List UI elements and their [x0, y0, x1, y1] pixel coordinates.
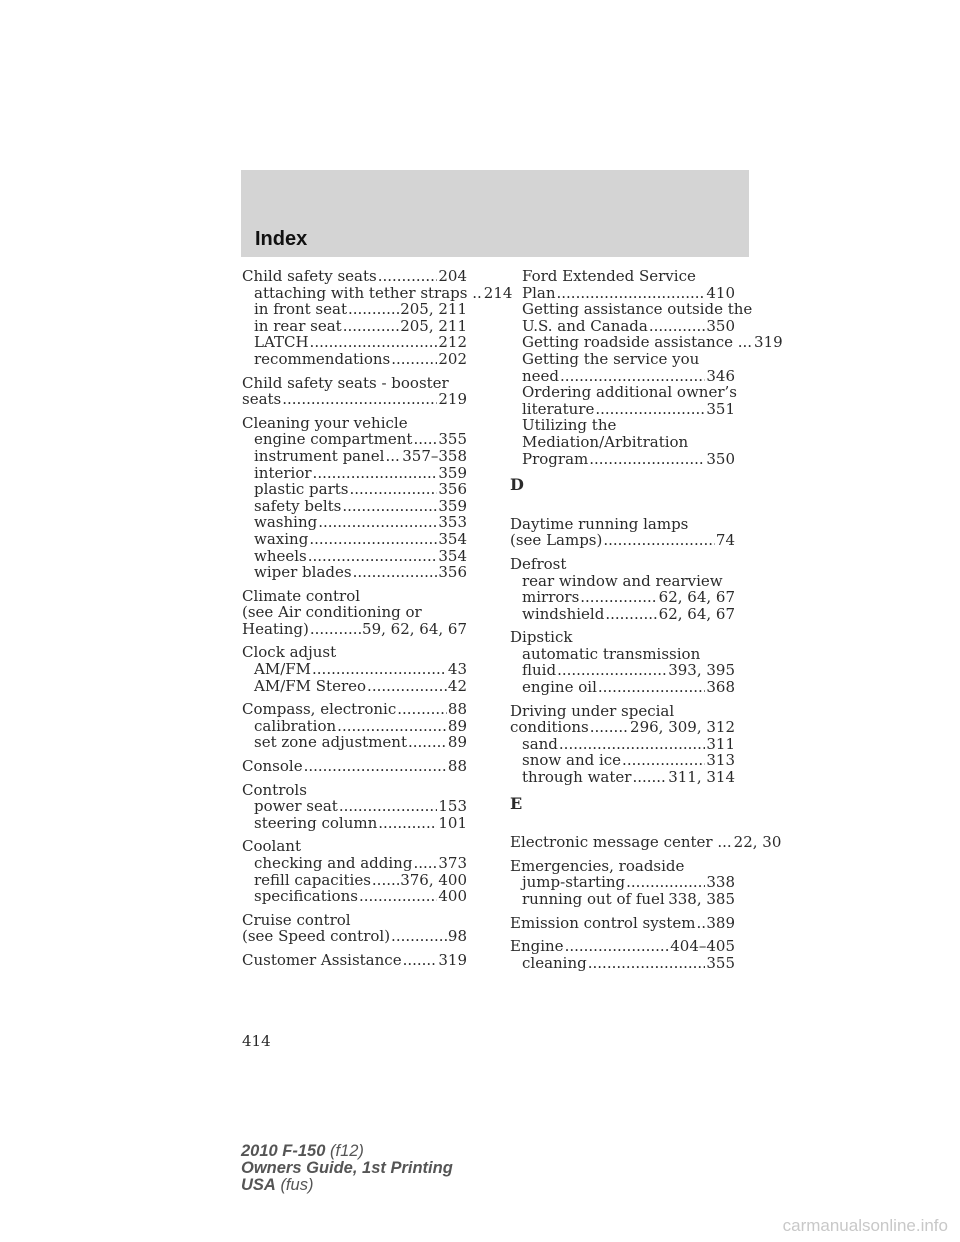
leader-dots — [353, 564, 438, 581]
entry-text: sand — [522, 734, 558, 753]
index-entry — [242, 838, 467, 904]
entry-text: specifications — [254, 887, 358, 906]
index-subentry — [242, 872, 467, 889]
page-reference: 311, 314 — [668, 768, 735, 787]
index-entry-line — [510, 532, 735, 549]
entry-text: running out of fuel — [522, 890, 665, 908]
leader-dots — [391, 351, 437, 368]
index-entry-line — [242, 952, 467, 969]
section-letter-d: D — [510, 475, 524, 495]
index-subentry — [510, 679, 735, 696]
page-reference: 400 — [438, 887, 467, 906]
page-reference: 101 — [438, 813, 467, 832]
page-reference: 351 — [706, 399, 735, 418]
index-entry-line: (see Air conditioning or — [242, 603, 422, 622]
index-entry — [242, 701, 467, 751]
index-entry-line — [242, 928, 467, 945]
page-reference: 214 — [483, 283, 513, 302]
index-subentry — [242, 481, 467, 498]
entry-text: Compass, electronic — [242, 700, 397, 719]
leader-dots — [343, 318, 400, 335]
index-entry-line: Climate control — [242, 586, 361, 605]
page-reference: 354 — [438, 529, 467, 548]
page-reference: 202 — [438, 349, 467, 368]
entry-text: power seat — [254, 797, 338, 816]
page-reference: 205, 211 — [400, 300, 467, 319]
index-entry-line: Child safety seats - booster — [242, 373, 449, 392]
page-reference: 357–358 — [402, 446, 467, 465]
entry-text: mirrors — [522, 588, 580, 607]
page-reference: 59, 62, 64, 67 — [362, 619, 467, 638]
leader-dots — [603, 532, 715, 549]
leader-dots — [372, 872, 399, 889]
entry-text: wheels — [254, 546, 307, 565]
leader-dots — [385, 448, 401, 465]
leader-dots — [391, 928, 447, 945]
leader-dots — [304, 758, 447, 775]
footer-market: USA — [241, 1176, 276, 1194]
index-subentry — [242, 815, 467, 832]
leader-dots — [580, 589, 657, 606]
entry-text: in front seat — [254, 300, 347, 319]
footer-model: 2010 F-150 — [241, 1142, 326, 1160]
page-reference: 219 — [438, 390, 467, 409]
leader-dots — [308, 548, 438, 565]
entry-text: Getting roadside assistance ... — [522, 333, 753, 352]
page-title: Index — [255, 228, 308, 250]
page-reference: 353 — [438, 513, 467, 532]
entry-text: AM/FM — [254, 660, 312, 679]
index-subentry — [242, 855, 467, 872]
leader-dots — [565, 938, 670, 955]
index-entry-line — [242, 268, 467, 285]
index-subentry: automatic transmission — [522, 644, 701, 663]
entry-text: U.S. and Canada — [522, 316, 648, 335]
index-subentry — [510, 662, 735, 679]
entry-text: Customer Assistance — [242, 950, 402, 969]
page-reference: 338 — [706, 873, 735, 892]
entry-text: calibration — [254, 716, 337, 735]
index-subentry — [242, 678, 467, 695]
index-entry-line: Emergencies, roadside — [510, 856, 685, 875]
index-entry-line — [242, 701, 467, 718]
leader-dots — [309, 531, 437, 548]
leader-dots — [632, 769, 667, 786]
entry-text: need — [522, 366, 560, 385]
entry-text: safety belts — [254, 496, 342, 515]
index-entry-line — [510, 938, 735, 955]
index-subentry — [510, 401, 735, 418]
index-subentry — [510, 285, 735, 302]
leader-dots — [622, 752, 705, 769]
leader-dots — [337, 718, 447, 735]
index-subentry: Ordering additional owner’s — [522, 383, 737, 402]
leader-dots — [557, 662, 667, 679]
page-reference: 296, 309, 312 — [630, 718, 735, 737]
entry-text: jump-starting — [522, 873, 626, 892]
leader-dots — [560, 368, 705, 385]
index-subentry — [510, 736, 735, 753]
leader-dots — [590, 719, 629, 736]
index-subentry — [242, 498, 467, 515]
index-entry — [510, 938, 735, 971]
entry-text: engine compartment — [254, 430, 413, 449]
section-letter-e: E — [510, 793, 523, 813]
footer-guide: Owners Guide, 1st Printing — [241, 1159, 453, 1177]
entry-text: Heating) — [242, 619, 309, 638]
page-reference: 368 — [706, 678, 735, 697]
page-reference: 359 — [438, 496, 467, 515]
index-subentry — [510, 368, 735, 385]
page-reference: 389 — [706, 913, 735, 932]
page-reference: 74 — [715, 531, 735, 550]
index-subentry — [242, 661, 467, 678]
entry-text: literature — [522, 399, 595, 418]
entry-text: plastic parts — [254, 480, 349, 499]
index-subentry — [510, 589, 735, 606]
index-entry — [510, 703, 735, 786]
entry-text: recommendations — [254, 349, 391, 368]
page-reference: 356 — [438, 480, 467, 499]
index-subentry: Mediation/Arbitration — [522, 432, 689, 451]
index-subentry: Utilizing the — [522, 416, 617, 435]
index-header-band — [241, 170, 749, 257]
index-subentry: Getting assistance outside the — [522, 300, 753, 319]
entry-text: through water — [522, 768, 632, 787]
index-entry-line: Cleaning your vehicle — [242, 413, 408, 432]
leader-dots — [666, 891, 667, 908]
index-subentry — [510, 333, 783, 352]
entry-text: AM/FM Stereo — [254, 676, 367, 695]
entry-text: checking and adding — [254, 854, 413, 872]
index-subentry — [242, 431, 467, 448]
page-reference: 373 — [438, 854, 467, 872]
page-reference: 393, 395 — [668, 661, 735, 680]
entry-text: seats — [242, 390, 282, 409]
index-entry — [242, 375, 467, 408]
index-entry — [242, 758, 467, 775]
page-reference: 311 — [706, 734, 735, 753]
index-subentry — [242, 465, 467, 482]
page-reference: 354 — [438, 546, 467, 565]
page-reference: 22, 30 — [733, 833, 782, 852]
index-subentry — [242, 318, 467, 335]
entry-text: (see Lamps) — [510, 531, 603, 550]
page-reference: 153 — [438, 797, 467, 816]
index-entry — [242, 415, 467, 581]
index-entry-line: Daytime running lamps — [510, 514, 689, 533]
index-subentry — [510, 606, 735, 623]
page-reference: 42 — [447, 676, 467, 695]
page-reference: 89 — [447, 733, 467, 752]
index-subentry — [510, 451, 735, 468]
page-reference: 356 — [438, 563, 467, 582]
index-subentry — [510, 891, 735, 908]
leader-dots — [348, 301, 399, 318]
index-subentry — [242, 301, 467, 318]
index-subentry — [242, 734, 467, 751]
entry-text: fluid — [522, 661, 557, 680]
page-reference: 205, 211 — [400, 316, 467, 335]
index-entry — [510, 858, 735, 908]
index-entry — [510, 516, 735, 549]
page-reference: 350 — [706, 316, 735, 335]
page-reference: 350 — [706, 449, 735, 468]
page-reference: 319 — [754, 333, 783, 352]
entry-text: interior — [254, 463, 312, 482]
leader-dots — [367, 678, 447, 695]
index-subentry — [242, 548, 467, 565]
index-entry — [242, 644, 467, 694]
index-entry-line — [242, 391, 467, 408]
entry-text: windshield — [522, 604, 605, 623]
index-subentry — [510, 874, 735, 891]
entry-text: LATCH — [254, 333, 309, 352]
entry-text: Emission control system — [510, 913, 696, 932]
leader-dots — [312, 661, 447, 678]
page-reference: 359 — [438, 463, 467, 482]
leader-dots — [588, 955, 706, 972]
page-reference: 355 — [706, 953, 735, 972]
entry-text: refill capacities — [254, 870, 371, 889]
page-reference: 319 — [438, 950, 467, 969]
index-subentry: Getting the service you — [522, 349, 700, 368]
page-reference: 338, 385 — [668, 890, 735, 908]
entry-text: steering column — [254, 813, 378, 832]
index-entry — [510, 915, 735, 932]
leader-dots — [595, 401, 705, 418]
index-subentry — [242, 718, 467, 735]
watermark: carmanualsonline.info — [782, 1216, 948, 1235]
index-entry — [510, 833, 782, 852]
entry-text: in rear seat — [254, 316, 342, 335]
leader-dots — [408, 734, 447, 751]
index-entry — [510, 629, 735, 695]
leader-dots — [649, 318, 706, 335]
index-subentry — [242, 351, 467, 368]
page-reference: 62, 64, 67 — [658, 588, 735, 607]
page-reference: 404–405 — [670, 937, 735, 956]
index-subentry — [242, 564, 467, 581]
index-subentry: rear window and rearview — [522, 571, 723, 590]
leader-dots — [598, 679, 705, 696]
leader-dots — [413, 855, 437, 872]
leader-dots — [342, 498, 437, 515]
leader-dots — [313, 465, 438, 482]
index-subentry — [242, 448, 467, 465]
index-entry — [510, 556, 735, 622]
index-entry-line: Cruise control — [242, 910, 351, 929]
entry-text: Plan — [522, 283, 556, 302]
index-subentry: Ford Extended Service — [522, 267, 696, 285]
index-entry-line: Dipstick — [510, 628, 573, 647]
index-entry-line: Driving under special — [510, 701, 675, 720]
page-reference: 204 — [438, 267, 467, 285]
index-entry-line — [242, 758, 467, 775]
entry-text: Program — [522, 449, 589, 468]
page-reference: 355 — [438, 430, 467, 449]
entry-text: cleaning — [522, 953, 587, 972]
index-entry-line: Defrost — [510, 554, 567, 573]
page-reference: 88 — [447, 700, 467, 719]
page-reference: 89 — [447, 716, 467, 735]
index-subentry — [510, 769, 735, 786]
index-entry — [242, 952, 467, 969]
footer-model-code: (f12) — [330, 1142, 364, 1160]
index-entry-line — [510, 719, 735, 736]
leader-dots — [413, 431, 437, 448]
index-entry — [242, 588, 467, 638]
index-entry — [242, 782, 467, 832]
index-subentry — [242, 798, 467, 815]
entry-text: Console — [242, 757, 303, 776]
index-entry — [242, 267, 513, 368]
page-reference: 88 — [447, 757, 467, 776]
page-reference: 212 — [438, 333, 467, 352]
index-column-left — [242, 267, 513, 976]
leader-dots — [397, 701, 447, 718]
index-entry-line — [510, 915, 735, 932]
leader-dots — [310, 621, 361, 638]
page-reference: 98 — [447, 927, 467, 946]
leader-dots — [310, 334, 438, 351]
index-column-right — [510, 267, 783, 978]
entry-text: (see Speed control) — [242, 927, 391, 946]
leader-dots — [605, 606, 657, 623]
leader-dots — [349, 481, 437, 498]
index-entry-line: Clock adjust — [242, 643, 337, 662]
page-reference: 62, 64, 67 — [658, 604, 735, 623]
page-reference: 410 — [706, 283, 735, 302]
footer-market-code: (fus) — [280, 1176, 314, 1194]
index-entry — [242, 912, 467, 945]
index-subentry — [242, 531, 467, 548]
leader-dots — [378, 268, 438, 285]
index-entry-line: Controls — [242, 780, 307, 799]
entry-text: Child safety seats — [242, 267, 377, 285]
entry-text: Engine — [510, 937, 564, 956]
index-subentry — [242, 888, 467, 905]
page-reference: 313 — [706, 751, 735, 770]
leader-dots — [339, 798, 438, 815]
entry-text: washing — [254, 513, 318, 532]
index-subentry — [242, 334, 467, 351]
entry-text: Electronic message center ... — [510, 833, 732, 852]
entry-text: instrument panel — [254, 446, 385, 465]
index-subentry — [242, 514, 467, 531]
entry-text: wiper blades — [254, 563, 352, 582]
index-subentry — [242, 283, 513, 302]
index-subentry — [510, 318, 735, 335]
index-subentry — [510, 752, 735, 769]
index-entry-line — [242, 621, 467, 638]
leader-dots — [378, 815, 437, 832]
leader-dots — [559, 736, 705, 753]
index-subentry — [510, 955, 735, 972]
page-number: 414 — [242, 1032, 271, 1050]
index-entry-line — [510, 833, 782, 852]
page-reference: 346 — [706, 366, 735, 385]
page-reference: 43 — [447, 660, 467, 679]
entry-text: attaching with tether straps .. — [254, 283, 482, 302]
entry-text: snow and ice — [522, 751, 622, 770]
page-reference: 376, 400 — [400, 870, 467, 889]
index-entry-line: Coolant — [242, 837, 301, 856]
entry-text: engine oil — [522, 678, 597, 697]
leader-dots — [697, 915, 706, 932]
index-entry — [510, 267, 783, 468]
leader-dots — [626, 874, 705, 891]
leader-dots — [403, 952, 438, 969]
entry-text: waxing — [254, 529, 309, 548]
leader-dots — [318, 514, 437, 531]
print-footer — [241, 1143, 453, 1194]
leader-dots — [589, 451, 705, 468]
leader-dots — [557, 285, 706, 302]
entry-text: set zone adjustment — [254, 733, 407, 752]
leader-dots — [359, 888, 437, 905]
leader-dots — [282, 391, 437, 408]
entry-text: conditions — [510, 718, 589, 737]
